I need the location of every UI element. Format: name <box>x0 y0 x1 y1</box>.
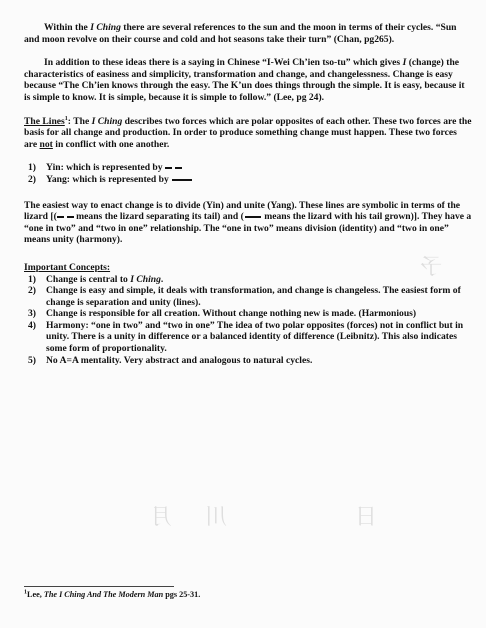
footnote-text: Lee, <box>27 590 44 599</box>
section-heading-lines: The Lines <box>24 115 65 127</box>
paragraph-divide-unite <box>24 200 472 246</box>
list-text: Change is responsible for all creation. Without change nothing new is made. (Harmonious) <box>46 308 417 320</box>
list-item-yin <box>24 162 472 174</box>
book-title: I Ching <box>90 22 121 33</box>
list-item <box>24 355 472 367</box>
list-text: Harmony: “one in two” and “two in one” The idea of two polar opposites (forces) not in conflict but in unity. There is a unity in difference or a balanced identity of difference (Leibnitz). This also indicates some form of proportionality. <box>46 319 464 355</box>
list-number: 5) <box>28 354 36 366</box>
list-number: 2) <box>28 285 36 297</box>
text-run: in conflict with one another. <box>52 138 170 150</box>
italic-term: I <box>402 57 407 69</box>
list-item <box>24 285 472 308</box>
bleed-through-text <box>60 4 62 14</box>
bleed-through-glyph: 予 <box>420 255 443 280</box>
list-number: 3) <box>28 308 36 320</box>
paragraph-change-saying <box>24 57 472 103</box>
yang-line-symbol <box>172 179 192 181</box>
bleed-through-glyph: 川 <box>205 505 228 530</box>
yin-line-symbol <box>57 216 74 218</box>
text-run: Within the <box>44 22 91 33</box>
list-number: 1) <box>28 162 36 174</box>
text-run: describes two forces which are polar opposites of each other. These two forces are the basis for all change and production. In order to produce something change must happen. These two forces are <box>24 115 472 150</box>
list-text: . <box>160 273 164 285</box>
list-item-yang <box>24 174 472 186</box>
bleed-through-glyph: 月 <box>150 505 173 530</box>
list-label: Yin: <box>46 162 64 174</box>
paragraph-the-lines <box>24 116 472 151</box>
bleed-through-glyph: 日 <box>355 505 378 530</box>
footnote-marker: 1 <box>64 115 68 122</box>
list-text: Change is central to <box>46 273 131 285</box>
book-title: I Ching <box>91 115 123 127</box>
list-number: 4) <box>28 319 36 331</box>
list-text: No A=A mentality. Very abstract and analogous to natural cycles. <box>46 354 313 366</box>
text-run: there are several references to the sun and the moon in terms of their cycles. “Sun and moon revolve on their course and cold and hot seasons take their turn” (Chan, pg265). <box>24 22 457 45</box>
footnote-divider <box>24 586 174 587</box>
text-run: The easiest way to enact change is to divide (Yin) and unite (Yang). These lines are symbolic in terms of the lizard [( <box>24 199 461 223</box>
list-number: 2) <box>28 173 36 185</box>
footnote-marker: 1 <box>24 589 27 596</box>
lines-list <box>24 162 472 185</box>
yin-line-symbol <box>165 167 182 169</box>
concepts-list <box>24 274 472 367</box>
list-item <box>24 274 472 286</box>
text-run: means the lizard with his tail grown)]. They have a “one in two” and “two in one” relationship. The “one in two” means division (identity) and “two in one” means unity (harmony). <box>24 211 472 246</box>
emphasis-not: not <box>39 138 53 150</box>
list-number: 1) <box>28 273 36 285</box>
text-run: : The <box>67 115 92 127</box>
text-run: (change) the characteristics of easiness and simplicity, transformation and change, and changelessness. Change is easy because “The Ch’ien knows through the easy. The K’un does things through the simple. It is easy, because it is simple to know. It is simple, because it is simple to follow.” (Lee, pg 24). <box>24 57 465 103</box>
section-heading-concepts: Important Concepts: <box>24 261 111 273</box>
text-run: In addition to these ideas there is a saying in Chinese “I-Wei Ch’ien tso-tu” which gives <box>44 57 403 69</box>
list-item <box>24 308 472 320</box>
paragraph-sun-moon <box>24 22 472 45</box>
footnote <box>24 590 200 599</box>
text-run: means the lizard separating its tail) and ( <box>73 211 244 223</box>
list-label: Yang: <box>46 173 70 185</box>
book-title: I Ching <box>130 273 161 285</box>
yang-line-symbol <box>245 216 261 218</box>
footnote-book-title: The I Ching And The Modern Man <box>43 590 164 599</box>
document-body <box>24 22 472 366</box>
list-item <box>24 320 472 355</box>
list-text: which is represented by <box>70 173 172 185</box>
list-text: which is represented by <box>63 162 165 174</box>
list-text: Change is easy and simple, it deals with transformation, and change is changeless. The easiest form of change is separation and unity (lines). <box>46 285 461 308</box>
footnote-text: pgs 25-31. <box>163 590 201 599</box>
